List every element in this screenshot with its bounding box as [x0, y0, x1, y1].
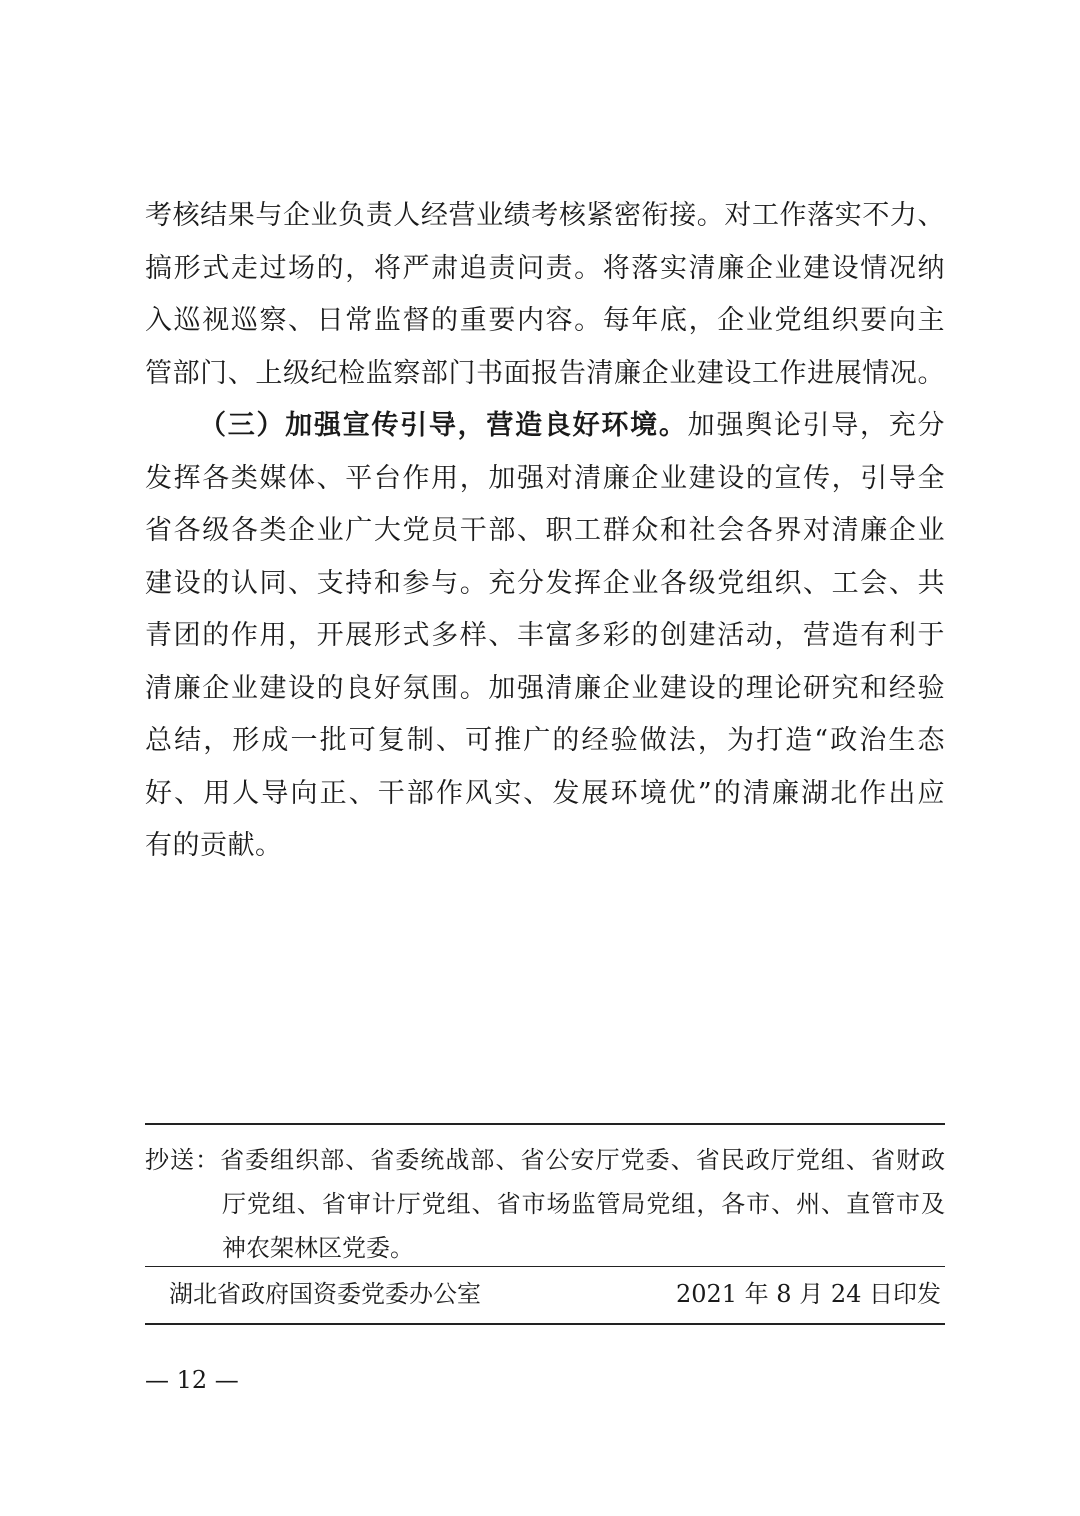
cc-recipients: 神农架林区党委。: [222, 1234, 414, 1262]
body-line: 总结，形成一批可复制、可推广的经验做法，为打造“政治生态: [145, 725, 945, 756]
page-number: — 12 —: [145, 1366, 239, 1394]
body-line: 好、用人导向正、干部作风实、发展环境优”的清廉湖北作出应: [145, 777, 945, 809]
cc-recipients: 省委组织部、省委统战部、省公安厅党委、省民政厅党组、省财政: [220, 1146, 946, 1174]
body-line: 考核结果与企业负责人经营业绩考核紧密衔接。对工作落实不力、: [145, 200, 945, 231]
divider: [145, 1266, 945, 1267]
body-line: 入巡视巡察、日常监督的重要内容。每年底，企业党组织要向主: [145, 305, 945, 336]
body-line: 建设的认同、支持和参与。充分发挥企业各级党组织、工会、共: [145, 567, 945, 599]
body-line: 管部门、上级纪检监察部门书面报告清廉企业建设工作进展情况。: [145, 357, 945, 389]
issuer-office: 湖北省政府国资委党委办公室: [169, 1280, 481, 1308]
body-line: 搞形式走过场的，将严肃追责问责。将落实清廉企业建设情况纳: [145, 252, 945, 284]
section-3-first-line: [145, 400, 945, 453]
body-line: 有的贡献。: [145, 830, 283, 861]
issue-date: 2021 年 8 月 24 日印发: [675, 1280, 941, 1308]
body-line: 省各级各类企业广大党员干部、职工群众和社会各界对清廉企业: [145, 515, 945, 546]
body-line: 清廉企业建设的良好氛围。加强清廉企业建设的理论研究和经验: [145, 672, 945, 704]
body-line: 发挥各类媒体、平台作用，加强对清廉企业建设的宣传，引导全: [145, 462, 945, 494]
section-3-first-line-text: 加强舆论引导，充分: [687, 410, 946, 441]
document-body: [145, 190, 945, 873]
divider: [145, 1323, 945, 1325]
section-3-heading: （三）加强宣传引导，营造良好环境。: [199, 410, 688, 441]
issuer-row: [145, 1272, 945, 1316]
cc-recipients: 厅党组、省审计厅党组、省市场监管局党组，各市、州、直管市及: [222, 1190, 945, 1218]
cc-label: 抄送：: [145, 1146, 221, 1174]
body-line: 青团的作用，开展形式多样、丰富多彩的创建活动，营造有利于: [145, 620, 945, 651]
cc-first-line: [145, 1138, 945, 1182]
cc-distribution: [145, 1123, 945, 1270]
